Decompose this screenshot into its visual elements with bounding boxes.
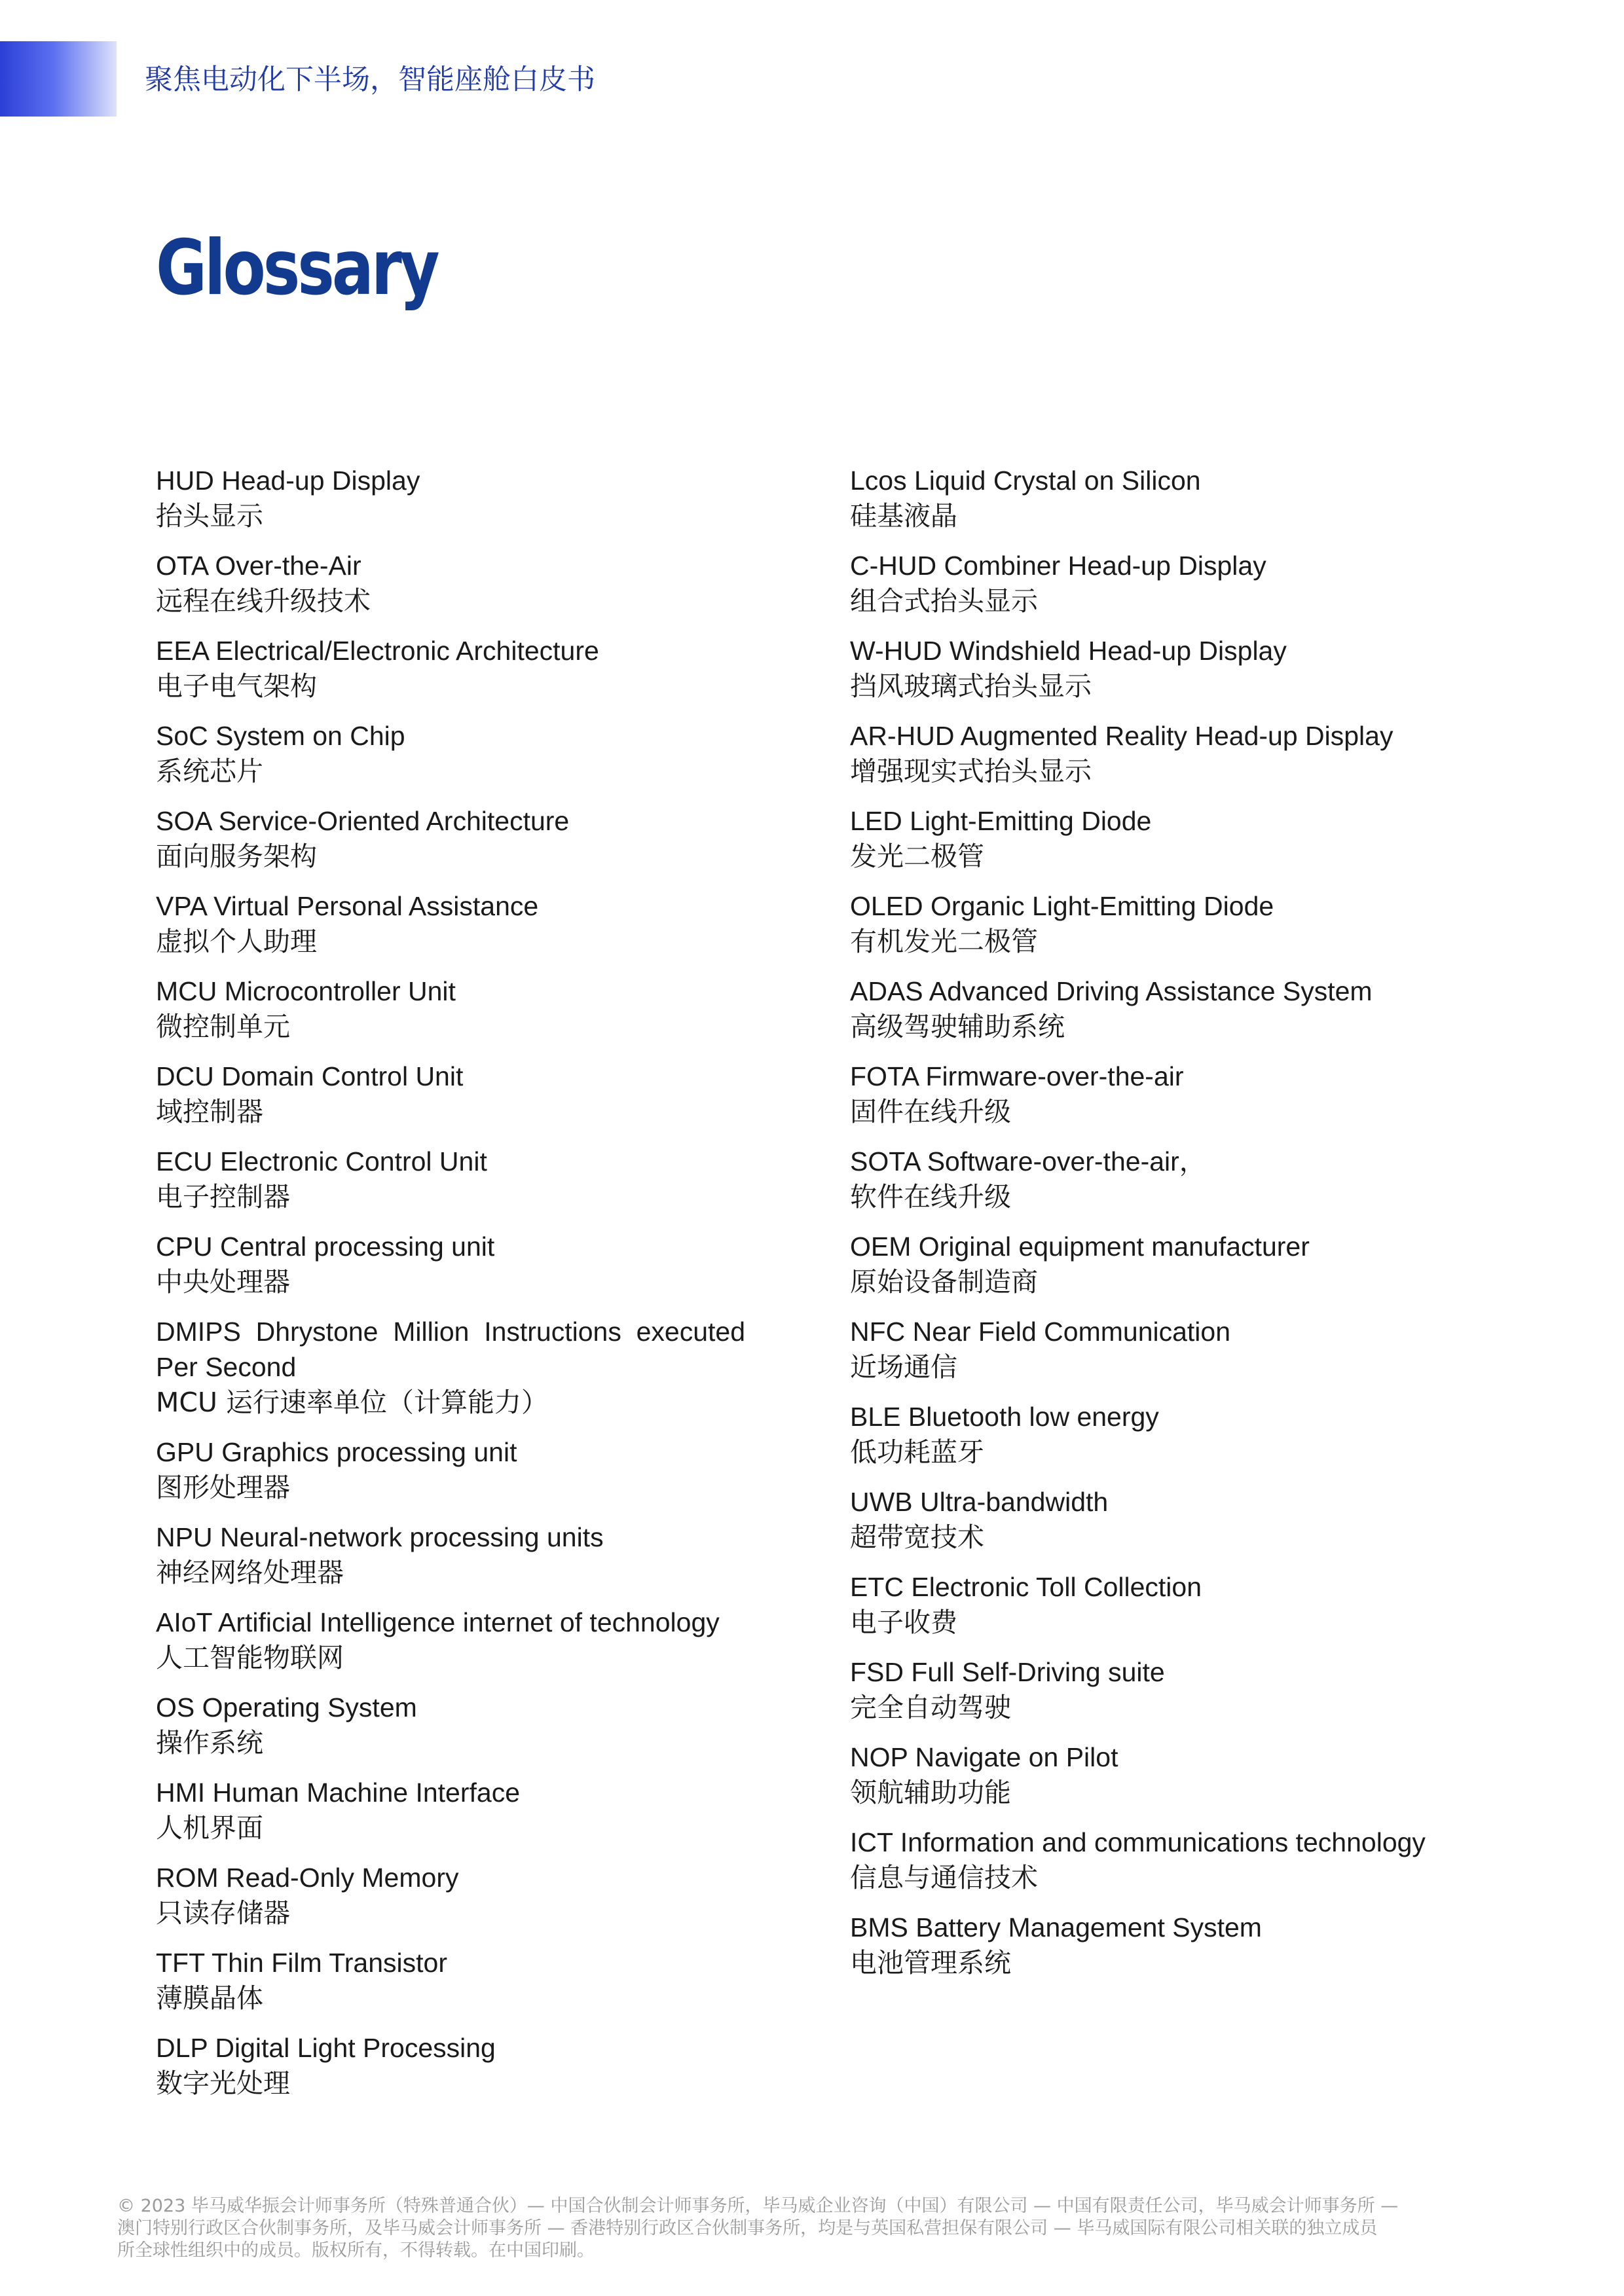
glossary-right-column	[850, 463, 1505, 1995]
term-chinese: 固件在线升级	[850, 1096, 1011, 1127]
term-chinese: 有机发光二极管	[850, 926, 1038, 957]
term-chinese: 薄膜晶体	[156, 1982, 263, 2014]
term-english: DLP Digital Light Processing	[156, 2033, 496, 2063]
glossary-entry-hmi	[156, 1775, 745, 1846]
term-chinese: 低功耗蓝牙	[850, 1436, 984, 1468]
glossary-entry-uwb	[850, 1484, 1505, 1555]
glossary-entry-c-hud	[850, 548, 1505, 619]
term-chinese: 领航辅助功能	[850, 1777, 1011, 1808]
glossary-entry-aiot	[156, 1605, 745, 1675]
term-chinese: 虚拟个人助理	[156, 926, 317, 957]
term-chinese: MCU 运行速率单位（计算能力）	[156, 1387, 549, 1418]
term-english: BLE Bluetooth low energy	[850, 1402, 1159, 1432]
glossary-entry-dlp	[156, 2030, 745, 2101]
glossary-entry-nfc	[850, 1314, 1505, 1385]
term-english: HUD Head-up Display	[156, 465, 420, 496]
term-chinese: 硅基液晶	[850, 500, 957, 532]
term-chinese: 人工智能物联网	[156, 1642, 344, 1673]
glossary-entry-tft	[156, 1945, 745, 2016]
term-english: HMI Human Machine Interface	[156, 1777, 521, 1808]
term-chinese: 信息与通信技术	[850, 1862, 1038, 1893]
term-english: CPU Central processing unit	[156, 1231, 495, 1262]
glossary-entry-oled	[850, 888, 1505, 959]
term-chinese: 域控制器	[156, 1096, 263, 1127]
glossary-entry-ble	[850, 1399, 1505, 1470]
term-english-continued: Per Second	[156, 1352, 297, 1382]
term-english: OTA Over-the-Air	[156, 551, 361, 581]
glossary-entry-fota	[850, 1059, 1505, 1129]
term-english: MCU Microcontroller Unit	[156, 976, 456, 1006]
term-chinese: 电池管理系统	[850, 1947, 1011, 1978]
term-chinese: 图形处理器	[156, 1472, 290, 1503]
glossary-entry-soc	[156, 718, 745, 789]
glossary-entry-ict	[850, 1825, 1505, 1895]
glossary-entry-mcu	[156, 974, 745, 1044]
header-accent-bar	[0, 41, 117, 117]
term-english: ADAS Advanced Driving Assistance System	[850, 976, 1373, 1006]
glossary-entry-gpu	[156, 1434, 745, 1505]
glossary-entry-dcu	[156, 1059, 745, 1129]
glossary-entry-hud	[156, 463, 745, 534]
term-chinese: 神经网络处理器	[156, 1557, 344, 1588]
page-title: Glossary	[156, 224, 437, 312]
term-english: BMS Battery Management System	[850, 1912, 1262, 1942]
term-chinese: 抬头显示	[156, 500, 263, 532]
footer-line-1: © 2023 毕马威华振会计师事务所（特殊普通合伙）— 中国合伙制会计师事务所，毕马威企业咨询（中国）有限公司 — 中国有限责任公司，毕马威会计师事务所 —	[117, 2196, 1399, 2216]
term-chinese: 中央处理器	[156, 1266, 290, 1298]
glossary-entry-os	[156, 1690, 745, 1760]
term-english: TFT Thin Film Transistor	[156, 1948, 447, 1978]
glossary-entry-bms	[850, 1910, 1505, 1980]
term-chinese: 数字光处理	[156, 2068, 290, 2099]
glossary-entry-nop	[850, 1740, 1505, 1810]
term-chinese: 操作系统	[156, 1727, 263, 1758]
term-english: SoC System on Chip	[156, 721, 405, 751]
footer-line-2: 澳门特别行政区合伙制事务所，及毕马威会计师事务所 — 香港特别行政区合伙制事务所，均是与英国私营担保有限公司 — 毕马威国际有限公司相关联的独立成员	[117, 2218, 1378, 2238]
glossary-entry-sota	[850, 1144, 1505, 1214]
term-chinese: 远程在线升级技术	[156, 585, 371, 617]
term-english: SOA Service-Oriented Architecture	[156, 806, 570, 836]
term-english: ROM Read-Only Memory	[156, 1863, 459, 1893]
term-english: DCU Domain Control Unit	[156, 1061, 464, 1091]
footer-line-3: 所全球性组织中的成员。版权所有，不得转载。在中国印刷。	[117, 2240, 595, 2261]
term-chinese: 软件在线升级	[850, 1181, 1011, 1212]
term-english: FOTA Firmware-over-the-air	[850, 1061, 1184, 1091]
glossary-entry-dmips	[156, 1314, 745, 1420]
term-english: VPA Virtual Personal Assistance	[156, 891, 539, 921]
copyright-footer	[117, 2195, 1492, 2262]
term-english: FSD Full Self-Driving suite	[850, 1657, 1165, 1687]
glossary-entry-ota	[156, 548, 745, 619]
term-english: LED Light-Emitting Diode	[850, 806, 1152, 836]
term-chinese: 增强现实式抬头显示	[850, 756, 1092, 787]
glossary-entry-cpu	[156, 1229, 745, 1300]
term-english: AIoT Artificial Intelligence internet of technology	[156, 1607, 720, 1637]
glossary-entry-w-hud	[850, 633, 1505, 704]
term-chinese: 原始设备制造商	[850, 1266, 1038, 1298]
term-english: OLED Organic Light-Emitting Diode	[850, 891, 1274, 921]
glossary-left-column	[156, 463, 745, 2115]
term-chinese: 人机界面	[156, 1812, 263, 1844]
term-chinese: 系统芯片	[156, 756, 263, 787]
term-chinese: 高级驾驶辅助系统	[850, 1011, 1065, 1042]
term-chinese: 超带宽技术	[850, 1522, 984, 1553]
glossary-entry-oem	[850, 1229, 1505, 1300]
term-english: ECU Electronic Control Unit	[156, 1146, 487, 1176]
term-english: UWB Ultra-bandwidth	[850, 1487, 1109, 1517]
glossary-entry-etc	[850, 1569, 1505, 1640]
glossary-entry-adas	[850, 974, 1505, 1044]
glossary-entry-eea	[156, 633, 745, 704]
term-chinese: 近场通信	[850, 1351, 957, 1383]
glossary-entry-ar-hud	[850, 718, 1505, 789]
term-chinese: 完全自动驾驶	[850, 1692, 1011, 1723]
term-chinese: 只读存储器	[156, 1897, 290, 1929]
term-chinese: 组合式抬头显示	[850, 585, 1038, 617]
term-english: EEA Electrical/Electronic Architecture	[156, 636, 599, 666]
glossary-entry-vpa	[156, 888, 745, 959]
term-chinese: 发光二极管	[850, 841, 984, 872]
term-english: C-HUD Combiner Head-up Display	[850, 551, 1266, 581]
glossary-entry-led	[850, 803, 1505, 874]
glossary-entry-ecu	[156, 1144, 745, 1214]
term-chinese: 挡风玻璃式抬头显示	[850, 670, 1092, 702]
term-english: OS Operating System	[156, 1692, 417, 1722]
term-chinese: 电子收费	[850, 1607, 957, 1638]
term-english: NOP Navigate on Pilot	[850, 1742, 1118, 1772]
glossary-entry-soa	[156, 803, 745, 874]
header-title: 聚焦电动化下半场，智能座舱白皮书	[145, 64, 595, 96]
term-chinese: 微控制单元	[156, 1011, 290, 1042]
term-chinese: 电子电气架构	[156, 670, 317, 702]
term-english: ETC Electronic Toll Collection	[850, 1572, 1202, 1602]
term-english: OEM Original equipment manufacturer	[850, 1231, 1310, 1262]
term-english: NPU Neural-network processing units	[156, 1522, 604, 1552]
glossary-entry-fsd	[850, 1654, 1505, 1725]
term-english: GPU Graphics processing unit	[156, 1437, 517, 1467]
term-english: Lcos Liquid Crystal on Silicon	[850, 465, 1201, 496]
term-english: NFC Near Field Communication	[850, 1317, 1231, 1347]
glossary-entry-npu	[156, 1520, 745, 1590]
glossary-entry-rom	[156, 1860, 745, 1931]
term-english: SOTA Software-over-the-air，	[850, 1146, 1206, 1176]
term-chinese: 面向服务架构	[156, 841, 317, 872]
glossary-entry-lcos	[850, 463, 1505, 534]
term-english: DMIPS Dhrystone Million Instructions executed	[156, 1317, 745, 1347]
term-english: ICT Information and communications technology	[850, 1827, 1426, 1857]
term-english: AR-HUD Augmented Reality Head-up Display	[850, 721, 1393, 751]
term-english: W-HUD Windshield Head-up Display	[850, 636, 1287, 666]
term-chinese: 电子控制器	[156, 1181, 290, 1212]
